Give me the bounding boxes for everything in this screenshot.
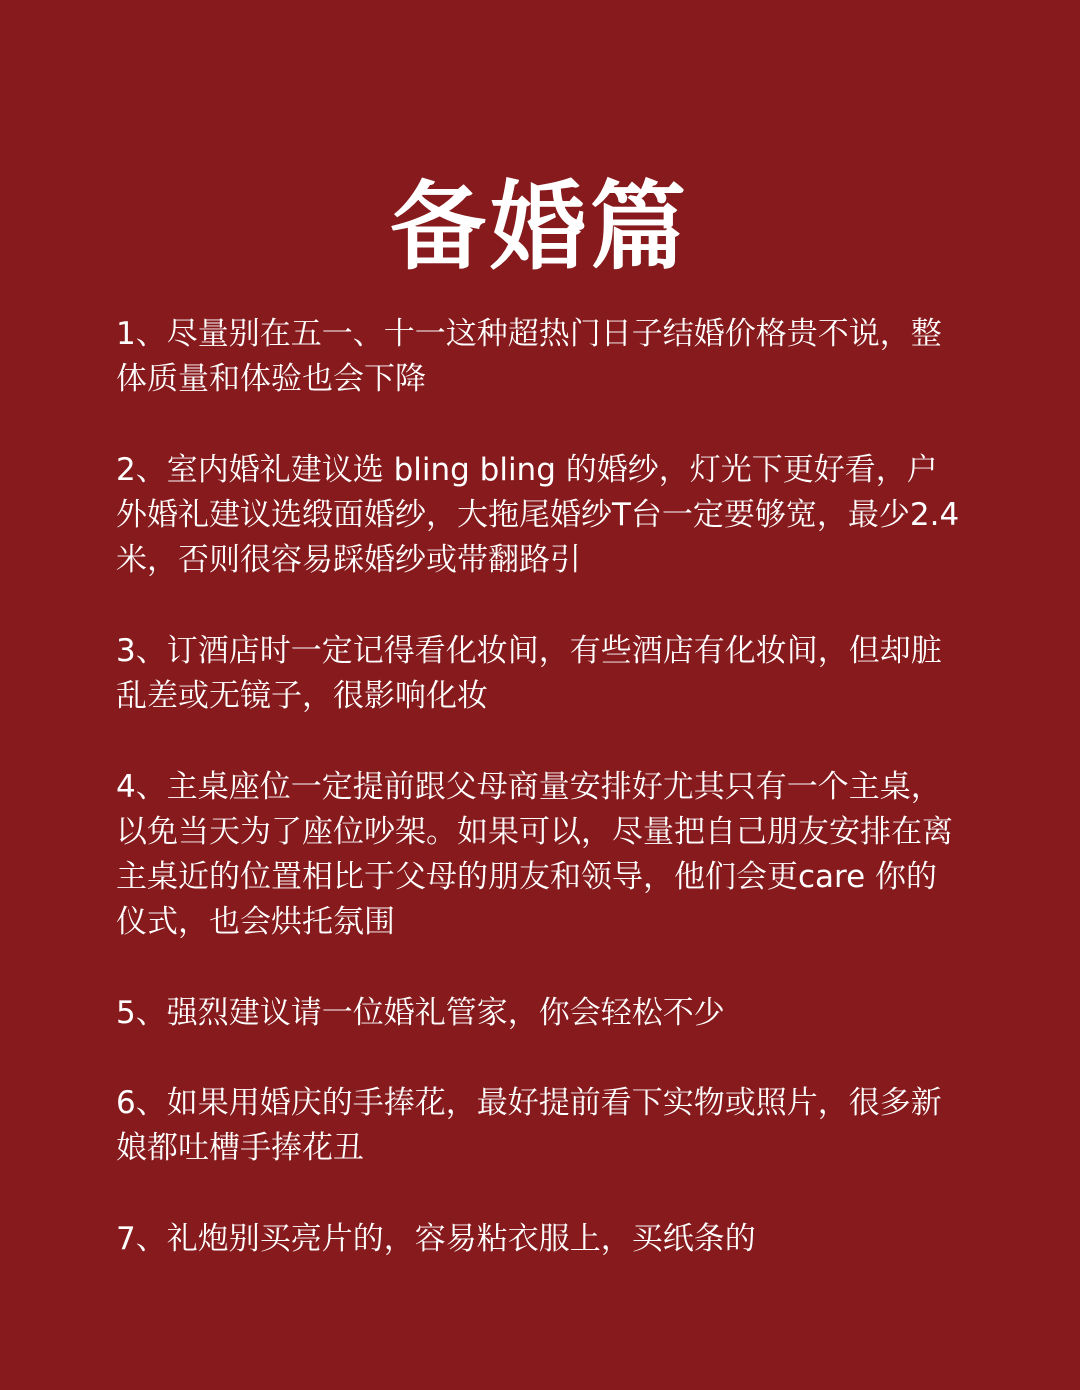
tip-item-4: 4、主桌座位一定提前跟父母商量安排好尤其只有一个主桌，以免当天为了座位吵架。如果可以，尽量把自己朋友安排在离主桌近的位置相比于父母的朋友和领导，他们会更care 你的仪式，也会烘托氛围 bbox=[116, 769, 953, 940]
tip-item-6: 6、如果用婚庆的手捧花，最好提前看下实物或照片，很多新娘都吐槽手捧花丑 bbox=[116, 1085, 942, 1166]
tip-item-3: 3、订酒店时一定记得看化妆间，有些酒店有化妆间，但却脏乱差或无镜子，很影响化妆 bbox=[116, 633, 942, 714]
page-title: 备婚篇 bbox=[390, 171, 690, 284]
tip-item-5: 5、强烈建议请一位婚礼管家，你会轻松不少 bbox=[116, 995, 725, 1031]
tip-item-7: 7、礼炮别买亮片的，容易粘衣服上，买纸条的 bbox=[116, 1221, 756, 1257]
tip-item-1: 1、尽量别在五一、十一这种超热门日子结婚价格贵不说，整体质量和体验也会下降 bbox=[116, 316, 942, 397]
tip-item-2: 2、室内婚礼建议选 bling bling 的婚纱，灯光下更好看，户外婚礼建议选缎面婚纱，大拖尾婚纱T台一定要够宽，最少2.4米，否则很容易踩婚纱或带翻路引 bbox=[116, 452, 960, 578]
